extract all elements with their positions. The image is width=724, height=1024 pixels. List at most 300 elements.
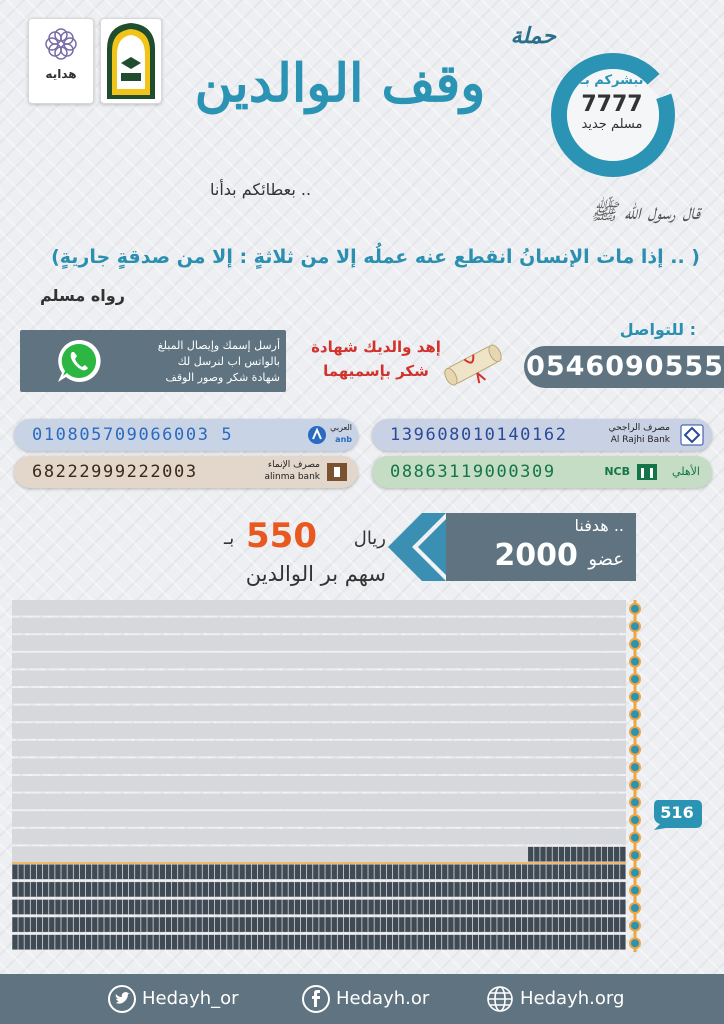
filled-share-cell — [184, 900, 189, 915]
filled-share-cell — [362, 865, 367, 880]
filled-share-cell — [252, 900, 257, 915]
campaign-label: حملة — [510, 24, 556, 49]
filled-share-cell — [344, 935, 349, 950]
grid-row — [12, 776, 626, 792]
filled-share-cell — [289, 900, 294, 915]
filled-share-cell — [160, 917, 165, 932]
filled-share-cell — [534, 847, 539, 862]
filled-share-cell — [368, 882, 373, 897]
filled-share-cell — [98, 917, 103, 932]
filled-share-cell — [92, 935, 97, 950]
filled-share-cell — [61, 882, 66, 897]
filled-share-cell — [233, 917, 238, 932]
bank-name-ar: العربي — [330, 423, 352, 432]
track-node — [630, 727, 640, 737]
filled-share-cell — [123, 935, 128, 950]
filled-share-cell — [203, 935, 208, 950]
filled-share-cell — [282, 917, 287, 932]
filled-share-cell — [436, 935, 441, 950]
filled-share-cell — [31, 900, 36, 915]
goal-number: 2000 — [494, 538, 578, 573]
whatsapp-line: أرسل إسمك وإيصال المبلغ — [157, 339, 280, 352]
filled-share-cell — [332, 917, 337, 932]
filled-share-cell — [154, 900, 159, 915]
grid-row — [12, 688, 626, 704]
filled-share-cell — [491, 865, 496, 880]
filled-share-cell — [596, 865, 601, 880]
filled-share-cell — [215, 865, 220, 880]
flower-icon — [44, 27, 78, 61]
filled-share-cell — [418, 900, 423, 915]
filled-share-cell — [332, 882, 337, 897]
filled-share-cell — [522, 865, 527, 880]
filled-share-cell — [362, 935, 367, 950]
bank-name-en: NCB — [604, 465, 630, 478]
filled-share-cell — [461, 882, 466, 897]
track-node — [630, 797, 640, 807]
filled-share-cell — [424, 935, 429, 950]
bank-card-ncb — [372, 456, 712, 488]
hadith-text: (إذا مات الإنسانُ انقطع عنه عملُه إلا من ثلاثةٍ : إلا من صدقةٍ جاريةٍ .. ) — [51, 246, 700, 268]
track-node — [630, 621, 640, 631]
filled-share-cell — [473, 865, 478, 880]
filled-share-cell — [589, 882, 594, 897]
filled-share-cell — [197, 935, 202, 950]
filled-share-cell — [252, 917, 257, 932]
filled-share-cell — [504, 935, 509, 950]
filled-share-cell — [448, 882, 453, 897]
filled-share-cell — [528, 900, 533, 915]
track-node — [630, 745, 640, 755]
filled-share-cell — [467, 935, 472, 950]
filled-share-cell — [565, 917, 570, 932]
contact-phone[interactable]: 0546090555 — [524, 346, 724, 388]
filled-share-cell — [497, 935, 502, 950]
filled-share-cell — [454, 882, 459, 897]
filled-share-cell — [473, 882, 478, 897]
website-link[interactable] — [486, 985, 624, 1013]
filled-share-cell — [362, 882, 367, 897]
filled-share-cell — [86, 935, 91, 950]
filled-share-cell — [504, 865, 509, 880]
filled-share-cell — [596, 917, 601, 932]
filled-share-cell — [393, 917, 398, 932]
bank-account-number[interactable]: 08863119000309 — [390, 462, 556, 482]
filled-share-cell — [31, 917, 36, 932]
filled-share-cell — [338, 865, 343, 880]
campaign-title: وقف الوالدين — [194, 53, 486, 114]
contact-label: للتواصل : — [619, 320, 696, 339]
shares-progress-grid — [12, 600, 626, 952]
filled-share-cell — [233, 865, 238, 880]
filled-share-cell — [608, 865, 613, 880]
filled-share-cell — [166, 935, 171, 950]
filled-share-cell — [602, 900, 607, 915]
filled-share-cell — [221, 900, 226, 915]
filled-share-cell — [442, 900, 447, 915]
filled-share-cell — [319, 917, 324, 932]
filled-share-cell — [135, 882, 140, 897]
filled-share-cell — [497, 917, 502, 932]
ministry-logo — [100, 18, 162, 104]
filled-share-cell — [270, 935, 275, 950]
filled-share-cell — [301, 935, 306, 950]
filled-share-cell — [583, 935, 588, 950]
alinma-logo-icon — [326, 462, 348, 482]
filled-share-cell — [258, 900, 263, 915]
track-node — [630, 921, 640, 931]
filled-share-cell — [528, 935, 533, 950]
filled-share-cell — [436, 900, 441, 915]
filled-share-cell — [602, 917, 607, 932]
filled-share-cell — [467, 865, 472, 880]
filled-share-cell — [399, 882, 404, 897]
filled-share-cell — [289, 865, 294, 880]
grid-row — [12, 653, 626, 669]
filled-share-cell — [546, 935, 551, 950]
filled-share-cell — [282, 900, 287, 915]
filled-share-cell — [418, 882, 423, 897]
filled-share-cell — [68, 917, 73, 932]
filled-share-cell — [393, 935, 398, 950]
filled-share-cell — [313, 917, 318, 932]
filled-share-cell — [190, 900, 195, 915]
filled-share-cell — [510, 917, 515, 932]
filled-share-cell — [270, 900, 275, 915]
filled-share-cell — [203, 900, 208, 915]
filled-share-cell — [154, 917, 159, 932]
filled-share-cell — [325, 917, 330, 932]
filled-share-cell — [221, 935, 226, 950]
filled-share-cell — [80, 917, 85, 932]
hedayh-logo — [28, 18, 94, 104]
filled-share-cell — [117, 900, 122, 915]
filled-share-cell — [80, 935, 85, 950]
filled-share-cell — [620, 882, 625, 897]
filled-share-cell — [473, 900, 478, 915]
filled-share-cell — [135, 917, 140, 932]
filled-share-cell — [411, 917, 416, 932]
filled-share-cell — [362, 900, 367, 915]
filled-share-cell — [565, 935, 570, 950]
filled-share-cell — [184, 935, 189, 950]
filled-share-cell — [338, 935, 343, 950]
filled-share-cell — [405, 935, 410, 950]
filled-share-cell — [387, 917, 392, 932]
filled-share-cell — [522, 917, 527, 932]
filled-share-cell — [31, 882, 36, 897]
circle-line1: نبشركم بـ — [580, 73, 644, 88]
filled-share-cell — [258, 882, 263, 897]
filled-share-cell — [405, 865, 410, 880]
filled-share-cell — [258, 935, 263, 950]
filled-share-cell — [215, 917, 220, 932]
filled-share-cell — [270, 865, 275, 880]
filled-share-cell — [516, 882, 521, 897]
filled-share-cell — [49, 882, 54, 897]
bank-account-number[interactable]: 010805709066003 5 — [32, 425, 234, 445]
filled-share-cell — [233, 935, 238, 950]
circle-line2: مسلم جديد — [581, 117, 643, 132]
filled-share-cell — [614, 882, 619, 897]
filled-share-cell — [485, 882, 490, 897]
facebook-link[interactable] — [302, 985, 429, 1013]
filled-share-cell — [227, 882, 232, 897]
filled-share-cell — [553, 865, 558, 880]
filled-share-cell — [577, 935, 582, 950]
filled-share-cell — [608, 900, 613, 915]
filled-share-cell — [172, 900, 177, 915]
filled-share-cell — [295, 917, 300, 932]
filled-share-cell — [319, 935, 324, 950]
filled-share-cell — [424, 865, 429, 880]
grid-row — [12, 864, 626, 880]
filled-share-cell — [436, 917, 441, 932]
filled-share-cell — [589, 847, 594, 862]
filled-share-cell — [516, 865, 521, 880]
grid-row — [12, 706, 626, 722]
filled-share-cell — [553, 882, 558, 897]
filled-share-cell — [540, 900, 545, 915]
filled-share-cell — [80, 882, 85, 897]
filled-share-cell — [197, 900, 202, 915]
filled-share-cell — [399, 935, 404, 950]
filled-share-cell — [25, 935, 30, 950]
filled-share-cell — [166, 900, 171, 915]
filled-share-cell — [111, 882, 116, 897]
filled-share-cell — [12, 882, 17, 897]
track-node — [630, 692, 640, 702]
filled-share-cell — [534, 865, 539, 880]
filled-share-cell — [74, 900, 79, 915]
filled-share-cell — [387, 900, 392, 915]
filled-share-cell — [313, 882, 318, 897]
filled-share-cell — [25, 900, 30, 915]
filled-share-cell — [301, 865, 306, 880]
filled-share-cell — [289, 935, 294, 950]
bank-account-number[interactable]: 139608010140162 — [390, 425, 568, 445]
filled-share-cell — [18, 882, 23, 897]
track-node — [630, 938, 640, 948]
filled-share-cell — [264, 865, 269, 880]
filled-share-cell — [430, 900, 435, 915]
filled-share-cell — [197, 865, 202, 880]
filled-share-cell — [43, 882, 48, 897]
filled-share-cell — [516, 935, 521, 950]
filled-share-cell — [104, 917, 109, 932]
filled-share-cell — [559, 865, 564, 880]
bank-name-ar: الأهلي — [672, 465, 700, 478]
filled-share-cell — [301, 917, 306, 932]
filled-share-cell — [227, 900, 232, 915]
filled-share-cell — [25, 917, 30, 932]
filled-share-cell — [540, 847, 545, 862]
filled-share-cell — [307, 882, 312, 897]
filled-share-cell — [454, 900, 459, 915]
filled-share-cell — [589, 865, 594, 880]
filled-share-cell — [166, 865, 171, 880]
price-prefix: بـ — [223, 528, 235, 549]
filled-share-cell — [411, 900, 416, 915]
filled-share-cell — [553, 900, 558, 915]
filled-share-cell — [491, 900, 496, 915]
filled-share-cell — [411, 935, 416, 950]
filled-share-cell — [178, 917, 183, 932]
filled-share-cell — [117, 865, 122, 880]
filled-share-cell — [104, 865, 109, 880]
filled-share-cell — [522, 935, 527, 950]
bank-card-anb — [14, 419, 358, 451]
filled-share-cell — [608, 847, 613, 862]
filled-share-cell — [74, 865, 79, 880]
filled-share-cell — [252, 882, 257, 897]
twitter-icon — [108, 985, 136, 1013]
filled-share-cell — [448, 917, 453, 932]
goal-label: هدفنا .. — [574, 516, 624, 535]
filled-share-cell — [215, 935, 220, 950]
filled-share-cell — [98, 900, 103, 915]
filled-share-cell — [221, 917, 226, 932]
filled-share-cell — [430, 917, 435, 932]
filled-share-cell — [135, 935, 140, 950]
filled-share-cell — [540, 882, 545, 897]
rajhi-logo-icon — [680, 424, 704, 446]
filled-share-cell — [411, 882, 416, 897]
filled-share-cell — [405, 900, 410, 915]
filled-share-cell — [381, 882, 386, 897]
filled-share-cell — [154, 935, 159, 950]
filled-share-cell — [325, 882, 330, 897]
filled-share-cell — [565, 900, 570, 915]
filled-share-cell — [190, 882, 195, 897]
filled-share-cell — [166, 917, 171, 932]
track-node — [630, 833, 640, 843]
filled-share-cell — [510, 900, 515, 915]
filled-share-cell — [325, 900, 330, 915]
filled-share-cell — [368, 917, 373, 932]
anb-logo-icon — [306, 423, 328, 447]
filled-share-cell — [18, 935, 23, 950]
filled-share-cell — [350, 865, 355, 880]
filled-share-cell — [504, 882, 509, 897]
filled-share-cell — [37, 900, 42, 915]
filled-share-cell — [405, 882, 410, 897]
org-name: هدايه — [45, 67, 77, 81]
filled-share-cell — [258, 865, 263, 880]
filled-share-cell — [325, 935, 330, 950]
filled-share-cell — [160, 865, 165, 880]
filled-share-cell — [559, 900, 564, 915]
filled-share-cell — [264, 917, 269, 932]
filled-share-cell — [313, 935, 318, 950]
filled-share-cell — [589, 900, 594, 915]
filled-share-cell — [61, 917, 66, 932]
filled-share-cell — [467, 917, 472, 932]
filled-share-cell — [405, 917, 410, 932]
filled-share-cell — [111, 935, 116, 950]
filled-share-cell — [80, 865, 85, 880]
filled-share-cell — [565, 847, 570, 862]
filled-share-cell — [602, 882, 607, 897]
filled-share-cell — [190, 917, 195, 932]
filled-share-cell — [74, 935, 79, 950]
filled-share-cell — [485, 917, 490, 932]
filled-share-cell — [92, 865, 97, 880]
filled-share-cell — [522, 900, 527, 915]
filled-share-cell — [356, 865, 361, 880]
filled-share-cell — [276, 917, 281, 932]
twitter-link[interactable] — [108, 985, 239, 1013]
filled-share-cell — [264, 900, 269, 915]
filled-share-cell — [596, 847, 601, 862]
filled-share-cell — [246, 882, 251, 897]
filled-share-cell — [86, 917, 91, 932]
grid-row — [12, 934, 626, 950]
filled-share-cell — [227, 917, 232, 932]
filled-share-cell — [289, 882, 294, 897]
filled-share-cell — [608, 935, 613, 950]
filled-share-cell — [393, 900, 398, 915]
grid-row — [12, 600, 626, 616]
filled-share-cell — [387, 865, 392, 880]
whatsapp-icon[interactable] — [54, 336, 104, 386]
share-label: سهم بر الوالدين — [245, 562, 386, 586]
filled-share-cell — [461, 935, 466, 950]
filled-share-cell — [467, 882, 472, 897]
filled-share-cell — [282, 882, 287, 897]
filled-share-cell — [479, 900, 484, 915]
filled-share-cell — [246, 900, 251, 915]
filled-share-cell — [209, 882, 214, 897]
filled-share-cell — [276, 882, 281, 897]
filled-share-cell — [264, 935, 269, 950]
filled-share-cell — [381, 900, 386, 915]
filled-share-cell — [55, 935, 60, 950]
filled-share-cell — [602, 865, 607, 880]
filled-share-cell — [307, 917, 312, 932]
filled-share-cell — [141, 935, 146, 950]
filled-share-cell — [31, 935, 36, 950]
filled-share-cell — [295, 900, 300, 915]
filled-share-cell — [504, 917, 509, 932]
filled-share-cell — [559, 935, 564, 950]
track-node — [630, 780, 640, 790]
filled-share-cell — [264, 882, 269, 897]
filled-share-cell — [307, 900, 312, 915]
filled-share-cell — [49, 900, 54, 915]
filled-share-cell — [117, 917, 122, 932]
filled-share-cell — [596, 882, 601, 897]
filled-share-cell — [393, 882, 398, 897]
filled-share-cell — [282, 935, 287, 950]
filled-share-cell — [614, 917, 619, 932]
filled-share-cell — [608, 917, 613, 932]
filled-share-cell — [344, 900, 349, 915]
filled-share-cell — [559, 882, 564, 897]
bank-account-number[interactable]: 68222999222003 — [32, 462, 198, 482]
filled-share-cell — [375, 900, 380, 915]
filled-share-cell — [147, 917, 152, 932]
bank-name — [330, 422, 352, 446]
filled-share-cell — [74, 882, 79, 897]
twitter-handle: Hedayh_or — [142, 988, 239, 1009]
filled-share-cell — [49, 865, 54, 880]
grid-row — [12, 670, 626, 686]
filled-share-cell — [375, 882, 380, 897]
filled-share-cell — [25, 882, 30, 897]
filled-share-cell — [55, 865, 60, 880]
filled-share-cell — [295, 935, 300, 950]
